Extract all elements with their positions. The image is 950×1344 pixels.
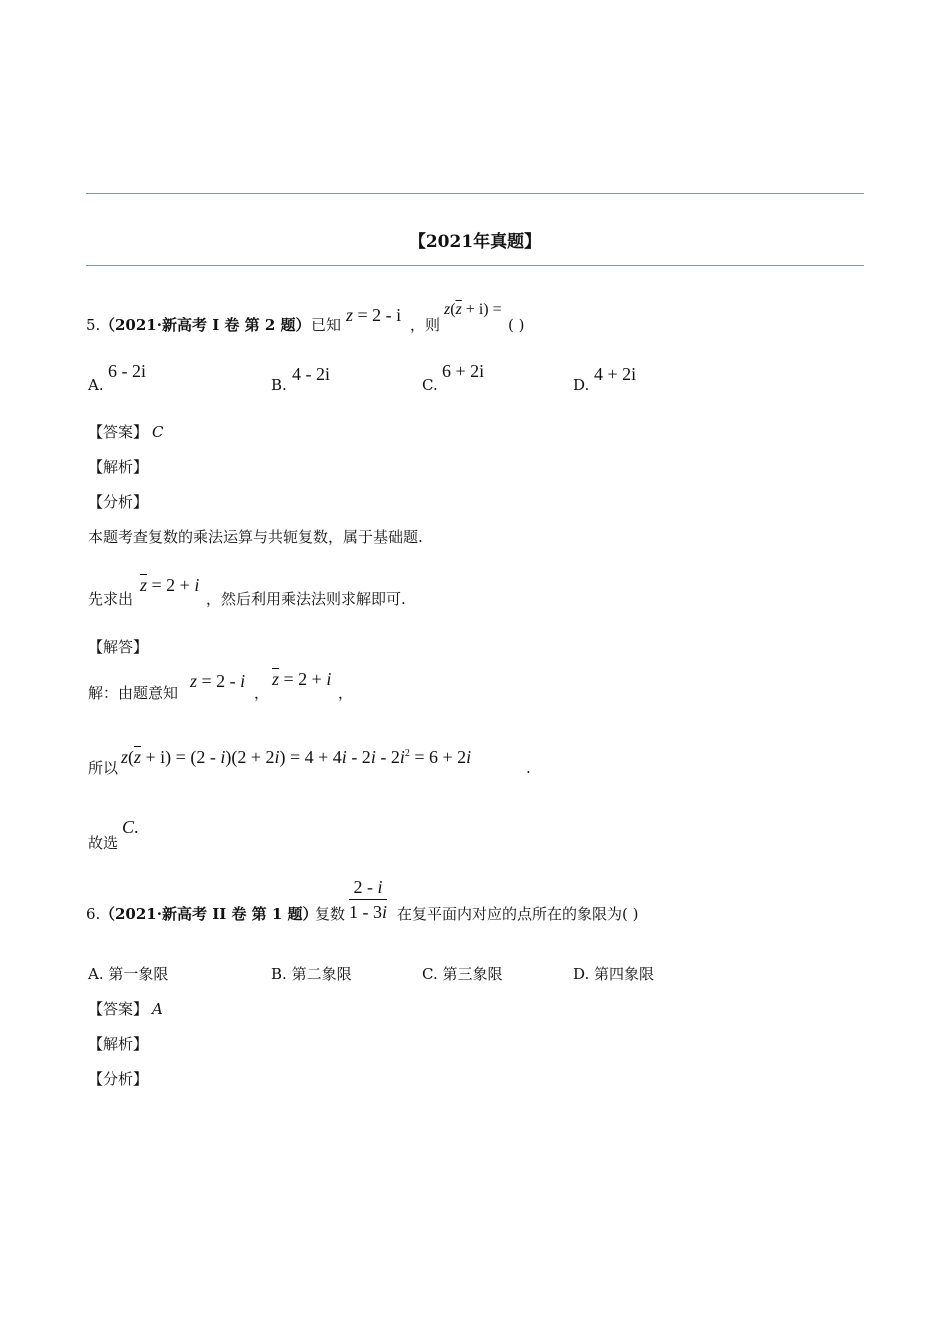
q6-answer-tag: 【答案】	[88, 1000, 149, 1018]
q5-solution-line2-pre: 所以	[88, 759, 119, 777]
q5-conclusion-pre: 故选	[88, 834, 119, 852]
q5-paren: ( )	[508, 316, 525, 334]
q5-option-b-label: B.	[271, 376, 287, 394]
q5-option-c-label: C.	[422, 376, 438, 394]
q5-method-post: ，然后利用乘法法则求解即可.	[206, 590, 406, 608]
q6-fraction-numerator: 2 - i	[349, 878, 387, 900]
q6-option-c-label: C.	[422, 965, 438, 983]
q5-source: （2021·新高考 I 卷 第 2 题）	[100, 316, 311, 334]
section-title: 【2021年真题】	[408, 232, 542, 252]
q6-analysis-tag: 【解析】	[88, 1035, 149, 1053]
q6-option-a-label: A.	[88, 965, 104, 983]
q5-expression-math: $z(\overline{z} + i)$ =	[444, 301, 502, 318]
top-rule	[86, 193, 864, 194]
q5-fenxi-tag: 【分析】	[88, 493, 149, 511]
q5-option-a-value: 6 - 2i	[108, 361, 146, 381]
q6-stem-pre: 复数	[315, 905, 346, 923]
q5-solution-line1-sep: ，	[254, 684, 270, 702]
q5-option-d-label: D.	[573, 376, 590, 394]
q6-stem-post: 在复平面内对应的点所在的象限为( )	[397, 905, 639, 923]
q6-fenxi-tag: 【分析】	[88, 1070, 149, 1088]
q5-method-math: $\overline{z} = 2 + i$	[140, 575, 200, 595]
q6-option-d-value: 第四象限	[594, 965, 655, 983]
q6-option-b-value: 第二象限	[291, 965, 352, 983]
q5-analysis-tag: 【解析】	[88, 458, 149, 476]
q6-source: （2021·新高考 II 卷 第 1 题）	[100, 905, 318, 923]
q5-number: 5.	[86, 316, 101, 334]
q5-option-d-value: 4 + 2i	[594, 364, 637, 384]
q6-option-a	[88, 967, 168, 982]
q6-number: 6.	[86, 905, 101, 923]
q5-answer-tag: 【答案】	[88, 423, 149, 441]
q6-option-d-label: D.	[573, 965, 590, 983]
q5-solution-tag: 【解答】	[88, 638, 149, 656]
q5-condition-math: z = 2 - i	[346, 305, 402, 325]
q6-option-c-value: 第三象限	[442, 965, 503, 983]
q5-answer: C	[152, 423, 164, 441]
q6-option-b-label: B.	[271, 965, 287, 983]
q5-solution-line1-pre: 解：由题意知	[88, 684, 179, 702]
q5-method-pre: 先求出	[88, 590, 134, 608]
q6-fraction	[349, 878, 387, 921]
q5-option-c-value: 6 + 2i	[442, 361, 485, 381]
q5-solution-line1-math1: z = 2 - i	[190, 671, 246, 691]
q6-option-d	[573, 967, 654, 982]
q6-answer: A	[152, 1000, 163, 1018]
q5-option-a-label: A.	[88, 376, 104, 394]
q6-option-b	[271, 967, 352, 982]
q5-solution-line2-end: .	[526, 759, 531, 777]
q5-solution-line1-end: ，	[338, 684, 354, 702]
q6-option-a-value: 第一象限	[108, 965, 169, 983]
q6-fraction-denominator: 1 - 3i	[349, 902, 388, 922]
bottom-rule	[86, 265, 864, 266]
q5-comma-then: ，则	[410, 316, 441, 334]
q5-stem-pre: 已知	[311, 316, 342, 334]
q5-option-b-value: 4 - 2i	[292, 364, 330, 384]
q5-solution-line1-math2: $\overline{z} = 2 + i$	[272, 669, 332, 689]
q6-option-c	[422, 967, 503, 982]
q5-fenxi-text: 本题考查复数的乘法运算与共轭复数，属于基础题.	[88, 528, 423, 546]
q5-solution-line2-math: $z(\overline{z} + i) = (2 - i)(2 + 2i) = 4 + 4i - 2i - 2i^2 = 6 + 2i$	[121, 747, 472, 767]
q5-conclusion-math: C.	[122, 817, 139, 837]
